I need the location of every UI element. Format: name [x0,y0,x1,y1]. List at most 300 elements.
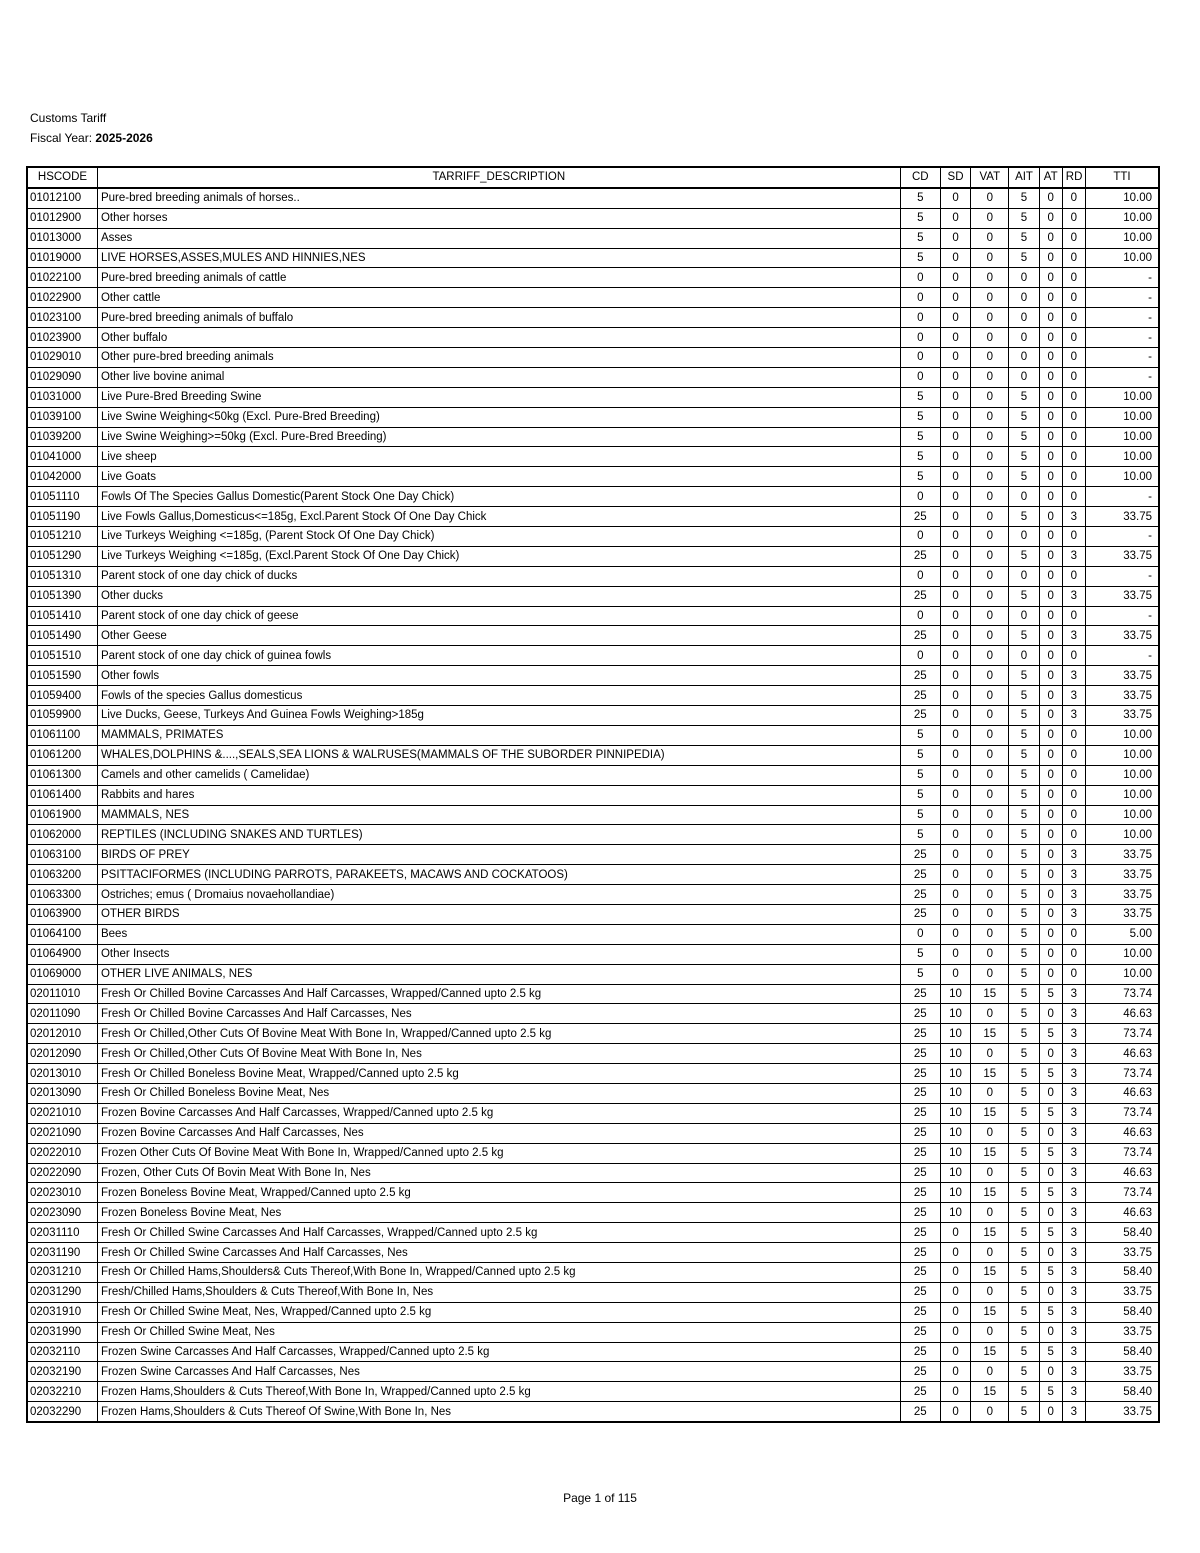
ait-cell: 5 [1009,626,1039,646]
at-cell: 0 [1039,785,1062,805]
rd-cell: 0 [1062,367,1085,387]
ait-cell: 5 [1009,407,1039,427]
description-cell: Other live bovine animal [97,367,900,387]
table-row [27,825,1159,845]
vat-cell: 0 [971,1282,1009,1302]
rd-cell: 3 [1062,1282,1085,1302]
tti-cell: 33.75 [1085,686,1159,706]
tti-cell: 73.74 [1085,1064,1159,1084]
rd-cell: 3 [1062,1064,1085,1084]
at-cell: 0 [1039,765,1062,785]
table-row [27,348,1159,368]
sd-cell: 0 [940,1362,970,1382]
vat-cell: 15 [971,1103,1009,1123]
at-cell: 0 [1039,507,1062,527]
ait-cell: 5 [1009,964,1039,984]
at-cell: 0 [1039,725,1062,745]
rd-cell: 3 [1062,1004,1085,1024]
vat-cell: 0 [971,626,1009,646]
table-row [27,1024,1159,1044]
tti-cell: 58.40 [1085,1382,1159,1402]
sd-cell: 0 [940,467,970,487]
vat-cell: 0 [971,646,1009,666]
tti-cell: 10.00 [1085,447,1159,467]
rd-cell: 0 [1062,328,1085,348]
vat-cell: 0 [971,546,1009,566]
vat-cell: 0 [971,1083,1009,1103]
description-cell: OTHER LIVE ANIMALS, NES [97,964,900,984]
at-cell: 0 [1039,865,1062,885]
table-row [27,1123,1159,1143]
description-cell: Frozen Bovine Carcasses And Half Carcasses, Nes [97,1123,900,1143]
at-cell: 0 [1039,646,1062,666]
table-row [27,487,1159,507]
tti-cell: 10.00 [1085,228,1159,248]
ait-cell: 5 [1009,686,1039,706]
table-row [27,1083,1159,1103]
hscode-cell: 01051190 [27,507,97,527]
rd-cell: 3 [1062,586,1085,606]
tti-cell: 33.75 [1085,904,1159,924]
sd-cell: 10 [940,1083,970,1103]
sd-cell: 0 [940,964,970,984]
table-row [27,328,1159,348]
ait-cell: 0 [1009,606,1039,626]
rd-cell: 3 [1062,1203,1085,1223]
at-cell: 0 [1039,387,1062,407]
at-cell: 5 [1039,1103,1062,1123]
table-row [27,686,1159,706]
cd-cell: 5 [900,944,940,964]
at-cell: 0 [1039,367,1062,387]
tti-cell: 33.75 [1085,1402,1159,1422]
ait-cell: 5 [1009,427,1039,447]
rd-cell: 0 [1062,825,1085,845]
hscode-cell: 02031290 [27,1282,97,1302]
ait-cell: 5 [1009,387,1039,407]
ait-cell: 0 [1009,566,1039,586]
hscode-cell: 01023100 [27,308,97,328]
tti-cell: 10.00 [1085,944,1159,964]
vat-cell: 0 [971,825,1009,845]
description-cell: Camels and other camelids ( Camelidae) [97,765,900,785]
vat-cell: 0 [971,745,1009,765]
description-cell: Fowls of the species Gallus domesticus [97,686,900,706]
table-row [27,924,1159,944]
description-cell: Frozen Boneless Bovine Meat, Nes [97,1203,900,1223]
sd-cell: 10 [940,1183,970,1203]
hscode-cell: 02022090 [27,1163,97,1183]
rd-cell: 3 [1062,1143,1085,1163]
vat-cell: 0 [971,507,1009,527]
description-cell: Live Swine Weighing>=50kg (Excl. Pure-Bred Breeding) [97,427,900,447]
cd-cell: 0 [900,367,940,387]
hscode-cell: 01064100 [27,924,97,944]
ait-cell: 5 [1009,1302,1039,1322]
sd-cell: 0 [940,447,970,467]
at-cell: 0 [1039,1402,1062,1422]
at-cell: 0 [1039,546,1062,566]
sd-cell: 10 [940,1143,970,1163]
cd-cell: 0 [900,487,940,507]
rd-cell: 3 [1062,1243,1085,1263]
ait-cell: 5 [1009,745,1039,765]
rd-cell: 0 [1062,248,1085,268]
tti-cell: 73.74 [1085,1103,1159,1123]
description-cell: Fresh Or Chilled Bovine Carcasses And Half Carcasses, Nes [97,1004,900,1024]
tti-cell: 33.75 [1085,586,1159,606]
fiscal-year-label: Fiscal Year: [30,131,93,145]
cd-cell: 5 [900,208,940,228]
vat-cell: 0 [971,527,1009,547]
cd-cell: 5 [900,447,940,467]
cd-cell: 25 [900,1282,940,1302]
sd-cell: 0 [940,1382,970,1402]
sd-cell: 10 [940,1064,970,1084]
rd-cell: 3 [1062,1322,1085,1342]
vat-cell: 0 [971,1203,1009,1223]
cd-cell: 25 [900,1402,940,1422]
description-cell: Frozen Boneless Bovine Meat, Wrapped/Canned upto 2.5 kg [97,1183,900,1203]
ait-cell: 5 [1009,765,1039,785]
ait-cell: 5 [1009,586,1039,606]
cd-cell: 0 [900,566,940,586]
hscode-cell: 01064900 [27,944,97,964]
vat-cell: 0 [971,288,1009,308]
at-cell: 0 [1039,1123,1062,1143]
vat-cell: 0 [971,964,1009,984]
vat-cell: 0 [971,904,1009,924]
sd-cell: 0 [940,626,970,646]
hscode-cell: 01012900 [27,208,97,228]
hscode-cell: 01061100 [27,725,97,745]
hscode-cell: 02011090 [27,1004,97,1024]
hscode-cell: 02021090 [27,1123,97,1143]
cd-cell: 25 [900,666,940,686]
hscode-cell: 01039100 [27,407,97,427]
table-row [27,1243,1159,1263]
cd-cell: 0 [900,348,940,368]
cd-cell: 25 [900,1064,940,1084]
table-row [27,865,1159,885]
col-header-description: TARRIFF_DESCRIPTION [97,167,900,188]
cd-cell: 5 [900,387,940,407]
table-row [27,387,1159,407]
rd-cell: 3 [1062,845,1085,865]
table-row [27,745,1159,765]
table-row [27,1362,1159,1382]
vat-cell: 0 [971,328,1009,348]
at-cell: 0 [1039,666,1062,686]
hscode-cell: 01051210 [27,527,97,547]
cd-cell: 5 [900,248,940,268]
rd-cell: 0 [1062,646,1085,666]
tti-cell: 5.00 [1085,924,1159,944]
table-row [27,606,1159,626]
description-cell: Other Geese [97,626,900,646]
sd-cell: 10 [940,1044,970,1064]
tti-cell: 10.00 [1085,964,1159,984]
cd-cell: 25 [900,1004,940,1024]
vat-cell: 0 [971,1004,1009,1024]
tti-cell: - [1085,527,1159,547]
cd-cell: 0 [900,288,940,308]
rd-cell: 3 [1062,865,1085,885]
cd-cell: 25 [900,1123,940,1143]
cd-cell: 25 [900,1362,940,1382]
ait-cell: 5 [1009,507,1039,527]
table-row [27,447,1159,467]
table-row [27,785,1159,805]
rd-cell: 3 [1062,507,1085,527]
vat-cell: 0 [971,666,1009,686]
ait-cell: 5 [1009,1322,1039,1342]
at-cell: 0 [1039,188,1062,208]
vat-cell: 0 [971,268,1009,288]
at-cell: 0 [1039,1203,1062,1223]
ait-cell: 0 [1009,527,1039,547]
rd-cell: 3 [1062,1362,1085,1382]
rd-cell: 0 [1062,208,1085,228]
rd-cell: 0 [1062,288,1085,308]
ait-cell: 5 [1009,845,1039,865]
description-cell: Frozen Hams,Shoulders & Cuts Thereof Of Swine,With Bone In, Nes [97,1402,900,1422]
ait-cell: 0 [1009,288,1039,308]
sd-cell: 0 [940,845,970,865]
tti-cell: 10.00 [1085,785,1159,805]
table-row [27,1282,1159,1302]
table-header-row [27,167,1159,188]
table-row [27,1203,1159,1223]
cd-cell: 25 [900,1243,940,1263]
at-cell: 0 [1039,248,1062,268]
hscode-cell: 01039200 [27,427,97,447]
hscode-cell: 01041000 [27,447,97,467]
sd-cell: 0 [940,924,970,944]
col-header-sd: SD [940,167,970,188]
vat-cell: 0 [971,1243,1009,1263]
table-row [27,1382,1159,1402]
table-row [27,1262,1159,1282]
at-cell: 0 [1039,706,1062,726]
at-cell: 0 [1039,1083,1062,1103]
at-cell: 5 [1039,1382,1062,1402]
description-cell: Frozen Hams,Shoulders & Cuts Thereof,With Bone In, Wrapped/Canned upto 2.5 kg [97,1382,900,1402]
at-cell: 5 [1039,1064,1062,1084]
table-row [27,885,1159,905]
sd-cell: 0 [940,725,970,745]
hscode-cell: 02013090 [27,1083,97,1103]
table-body [27,188,1159,1422]
vat-cell: 0 [971,1044,1009,1064]
tti-cell: 46.63 [1085,1163,1159,1183]
vat-cell: 15 [971,1064,1009,1084]
ait-cell: 5 [1009,825,1039,845]
table-row [27,546,1159,566]
hscode-cell: 02031210 [27,1262,97,1282]
cd-cell: 25 [900,706,940,726]
tariff-table [26,166,1160,1423]
table-row [27,268,1159,288]
hscode-cell: 01051110 [27,487,97,507]
sd-cell: 0 [940,586,970,606]
description-cell: Frozen Swine Carcasses And Half Carcasses, Wrapped/Canned upto 2.5 kg [97,1342,900,1362]
tti-cell: 10.00 [1085,248,1159,268]
sd-cell: 0 [940,1282,970,1302]
cd-cell: 25 [900,885,940,905]
at-cell: 0 [1039,208,1062,228]
rd-cell: 3 [1062,1024,1085,1044]
at-cell: 0 [1039,845,1062,865]
at-cell: 0 [1039,1282,1062,1302]
table-row [27,248,1159,268]
cd-cell: 25 [900,1262,940,1282]
description-cell: Live sheep [97,447,900,467]
hscode-cell: 02032190 [27,1362,97,1382]
sd-cell: 0 [940,427,970,447]
description-cell: Pure-bred breeding animals of cattle [97,268,900,288]
vat-cell: 0 [971,427,1009,447]
description-cell: Fowls Of The Species Gallus Domestic(Parent Stock One Day Chick) [97,487,900,507]
col-header-hscode: HSCODE [27,167,97,188]
at-cell: 0 [1039,487,1062,507]
table-row [27,1342,1159,1362]
at-cell: 0 [1039,606,1062,626]
vat-cell: 15 [971,1382,1009,1402]
cd-cell: 5 [900,765,940,785]
rd-cell: 3 [1062,1402,1085,1422]
hscode-cell: 01063200 [27,865,97,885]
at-cell: 0 [1039,825,1062,845]
rd-cell: 3 [1062,1342,1085,1362]
tti-cell: 73.74 [1085,1183,1159,1203]
rd-cell: 0 [1062,467,1085,487]
cd-cell: 25 [900,1183,940,1203]
cd-cell: 0 [900,606,940,626]
sd-cell: 0 [940,745,970,765]
hscode-cell: 01013000 [27,228,97,248]
vat-cell: 15 [971,1302,1009,1322]
table-row [27,407,1159,427]
hscode-cell: 01061400 [27,785,97,805]
at-cell: 0 [1039,1044,1062,1064]
cd-cell: 0 [900,527,940,547]
sd-cell: 0 [940,288,970,308]
hscode-cell: 02011010 [27,984,97,1004]
table-row [27,208,1159,228]
rd-cell: 3 [1062,1262,1085,1282]
cd-cell: 5 [900,725,940,745]
vat-cell: 15 [971,984,1009,1004]
ait-cell: 0 [1009,328,1039,348]
cd-cell: 0 [900,308,940,328]
hscode-cell: 01051290 [27,546,97,566]
description-cell: MAMMALS, PRIMATES [97,725,900,745]
description-cell: Live Turkeys Weighing <=185g, (Parent Stock Of One Day Chick) [97,527,900,547]
table-row [27,626,1159,646]
tti-cell: 73.74 [1085,984,1159,1004]
hscode-cell: 01059900 [27,706,97,726]
hscode-cell: 02023090 [27,1203,97,1223]
table-row [27,228,1159,248]
at-cell: 0 [1039,228,1062,248]
tti-cell: 10.00 [1085,825,1159,845]
tti-cell: - [1085,487,1159,507]
sd-cell: 0 [940,904,970,924]
ait-cell: 5 [1009,467,1039,487]
sd-cell: 10 [940,1004,970,1024]
table-row [27,1223,1159,1243]
description-cell: Fresh Or Chilled Boneless Bovine Meat, Wrapped/Canned upto 2.5 kg [97,1064,900,1084]
vat-cell: 0 [971,845,1009,865]
rd-cell: 0 [1062,228,1085,248]
sd-cell: 0 [940,1302,970,1322]
ait-cell: 0 [1009,268,1039,288]
description-cell: PSITTACIFORMES (INCLUDING PARROTS, PARAKEETS, MACAWS AND COCKATOOS) [97,865,900,885]
sd-cell: 0 [940,785,970,805]
description-cell: REPTILES (INCLUDING SNAKES AND TURTLES) [97,825,900,845]
hscode-cell: 01051510 [27,646,97,666]
table-row [27,1064,1159,1084]
ait-cell: 5 [1009,666,1039,686]
cd-cell: 5 [900,825,940,845]
tti-cell: - [1085,348,1159,368]
ait-cell: 5 [1009,1103,1039,1123]
table-row [27,1183,1159,1203]
at-cell: 0 [1039,407,1062,427]
cd-cell: 25 [900,1203,940,1223]
tti-cell: 58.40 [1085,1342,1159,1362]
tti-cell: 10.00 [1085,765,1159,785]
vat-cell: 0 [971,885,1009,905]
hscode-cell: 02013010 [27,1064,97,1084]
description-cell: Live Pure-Bred Breeding Swine [97,387,900,407]
ait-cell: 5 [1009,805,1039,825]
tti-cell: 33.75 [1085,1322,1159,1342]
rd-cell: 0 [1062,765,1085,785]
cd-cell: 25 [900,904,940,924]
hscode-cell: 01019000 [27,248,97,268]
tti-cell: 10.00 [1085,208,1159,228]
description-cell: Live Turkeys Weighing <=185g, (Excl.Parent Stock Of One Day Chick) [97,546,900,566]
ait-cell: 5 [1009,546,1039,566]
vat-cell: 0 [971,606,1009,626]
at-cell: 0 [1039,447,1062,467]
at-cell: 5 [1039,1342,1062,1362]
description-cell: Other Insects [97,944,900,964]
fiscal-year-value: 2025-2026 [95,131,153,145]
vat-cell: 0 [971,924,1009,944]
table-row [27,527,1159,547]
hscode-cell: 01061200 [27,745,97,765]
at-cell: 0 [1039,964,1062,984]
at-cell: 5 [1039,1262,1062,1282]
ait-cell: 5 [1009,1163,1039,1183]
ait-cell: 5 [1009,1024,1039,1044]
table-row [27,725,1159,745]
at-cell: 0 [1039,288,1062,308]
sd-cell: 0 [940,885,970,905]
vat-cell: 0 [971,805,1009,825]
page-number: Page 1 of 115 [563,1491,637,1505]
table-row [27,706,1159,726]
at-cell: 0 [1039,885,1062,905]
tti-cell: 46.63 [1085,1203,1159,1223]
tti-cell: 33.75 [1085,626,1159,646]
ait-cell: 5 [1009,885,1039,905]
sd-cell: 0 [940,706,970,726]
hscode-cell: 02012090 [27,1044,97,1064]
